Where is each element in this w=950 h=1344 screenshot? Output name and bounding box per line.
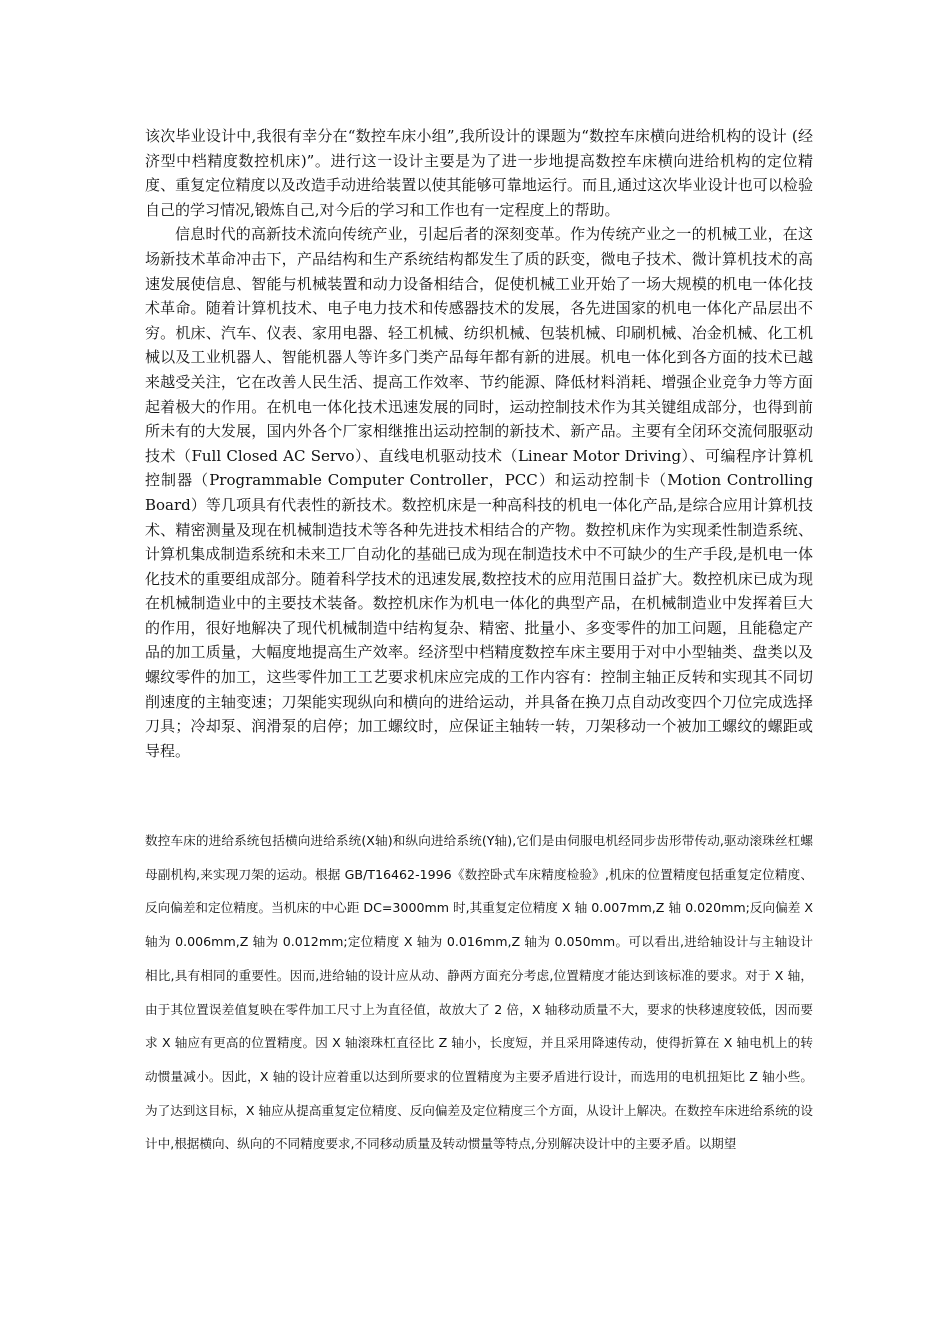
sans-text-block <box>145 824 813 1161</box>
main-paragraph: 信息时代的高新技术流向传统产业，引起后者的深刻变革。作为传统产业之一的机械工业，在这场新技术革命冲击下，产品结构和生产系统结构都发生了质的跃变，微电子技术、微计算机技术的高速发展使信息、智能与机械装置和动力设备相结合，促使机械工业开始了一场大规模的机电一体化技术革命。随着计算机技术、电子电力技术和传感器技术的发展，各先进国家的机电一体化产品层出不穷。机床、汽车、仪表、家用电器、轻工机械、纺织机械、包装机械、印刷机械、冶金机械、化工机械以及工业机器人、智能机器人等许多门类产品每年都有新的进展。机电一体化到各方面的技术已越来越受关注，它在改善人民生活、提高工作效率、节约能源、降低材料消耗、增强企业竞争力等方面起着极大的作用。在机电一体化技术迅速发展的同时，运动控制技术作为其关键组成部分，也得到前所未有的大发展，国内外各个厂家相继推出运动控制的新技术、新产品。主要有全闭环交流伺服驱动技术（Full Closed AC Servo）、直线电机驱动技术（Linear Motor Driving）、可编程序计算机控制器（Programmable Computer Controller，PCC）和运动控制卡（Motion Controlling Board）等几项具有代表性的新技术。数控机床是一种高科技的机电一体化产品,是综合应用计算机技术、精密测量及现在机械制造技术等各种先进技术相结合的产物。数控机床作为实现柔性制造系统、计算机集成制造系统和未来工厂自动化的基础已成为现在制造技术中不可缺少的生产手段,是机电一体化技术的重要组成部分。随着科学技术的迅速发展,数控技术的应用范围日益扩大。数控机床已成为现在机械制造业中的主要技术装备。数控机床作为机电一体化的典型产品，在机械制造业中发挥着巨大的作用，很好地解决了现代机械制造中结构复杂、精密、批量小、多变零件的加工问题，且能稳定产品的加工质量，大幅度地提高生产效率。经济型中档精度数控车床主要用于对中小型轴类、盘类以及螺纹零件的加工，这些零件加工工艺要求机床应完成的工作内容有：控制主轴正反转和实现其不同切削速度的主轴变速；刀架能实现纵向和横向的进给运动，并具备在换刀点自动改变四个刀位完成选择刀具；冷却泵、润滑泵的启停；加工螺纹时，应保证主轴转一转，刀架移动一个被加工螺纹的螺距或导程。 <box>145 225 813 760</box>
intro-paragraph: 该次毕业设计中,我很有幸分在“数控车床小组”,我所设计的课题为“数控车床横向进给机构的设计 (经济型中档精度数控机床)”。进行这一设计主要是为了进一步地提高数控车床横向进给机构的定位精度、重复定位精度以及改造手动进给装置以使其能够可靠地运行。而且,通过这次毕业设计也可以检验自己的学习情况,锻炼自己,对今后的学习和工作也有一定程度上的帮助。 <box>145 127 813 219</box>
feed-system-paragraph: 数控车床的进给系统包括横向进给系统(X轴)和纵向进给系统(Y轴),它们是由伺服电机经同步齿形带传动,驱动滚珠丝杠螺母副机构,来实现刀架的运动。根据 GB/T16462-1996《数控卧式车床精度检验》,机床的位置精度包括重复定位精度、反向偏差和定位精度。当机床的中心距 DC=3000mm 时,其重复定位精度 X 轴 0.007mm,Z 轴 0.020mm;反向偏差 X 轴为 0.006mm,Z 轴为 0.012mm;定位精度 X 轴为 0.016mm,Z 轴为 0.050mm。可以看出,进给轴设计与主轴设计相比,具有相同的重要性。因而,进给轴的设计应从动、静两方面充分考虑,位置精度才能达到该标准的要求。对于 X 轴，由于其位置误差值复映在零件加工尺寸上为直径值，故放大了 2 倍，X 轴移动质量不大，要求的快移速度较低，因而要求 X 轴应有更高的位置精度。因 X 轴滚珠杠直径比 Z 轴小，长度短，并且采用降速传动，使得折算在 X 轴电机上的转动惯量减小。因此，X 轴的设计应着重以达到所要求的位置精度为主要矛盾进行设计，而选用的电机扭矩比 Z 轴小些。为了达到这目标，X 轴应从提高重复定位精度、反向偏差及定位精度三个方面，从设计上解决。在数控车床进给系统的设计中,根据横向、纵向的不同精度要求,不同移动质量及转动惯量等特点,分别解决设计中的主要矛盾。以期望 <box>145 833 813 1152</box>
serif-text-block <box>145 124 813 763</box>
